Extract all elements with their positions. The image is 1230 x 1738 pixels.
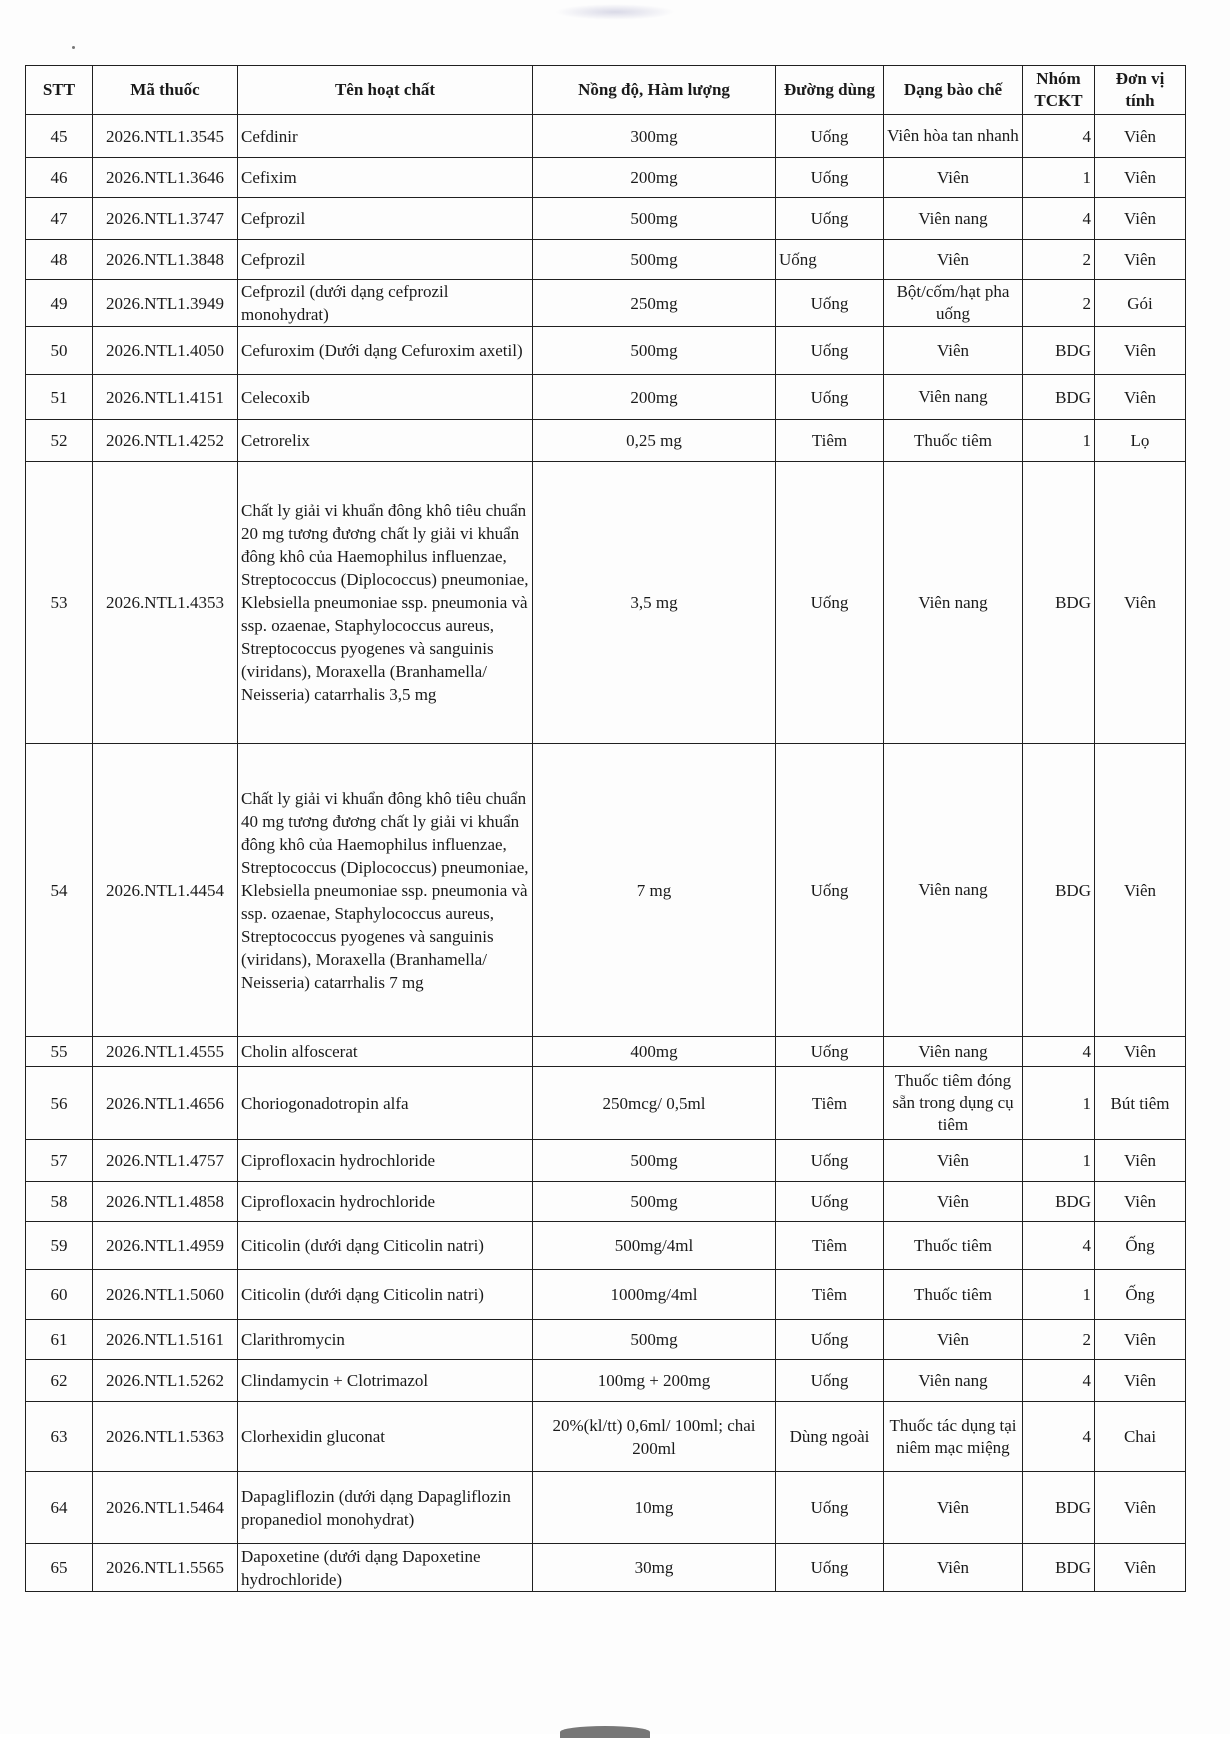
cell-stt: 64 <box>26 1472 93 1544</box>
cell-group: 4 <box>1023 115 1095 158</box>
cell-concentration: 500mg <box>533 1182 776 1222</box>
cell-group: BDG <box>1023 1544 1095 1592</box>
cell-concentration: 500mg <box>533 327 776 375</box>
cell-dosage-form: Thuốc tiêm <box>884 420 1023 462</box>
cell-code: 2026.NTL1.5363 <box>93 1402 238 1472</box>
cell-code: 2026.NTL1.4959 <box>93 1222 238 1270</box>
cell-code: 2026.NTL1.4454 <box>93 744 238 1037</box>
cell-unit: Viên <box>1095 462 1186 744</box>
cell-dosage-form: Viên <box>884 1472 1023 1544</box>
cell-concentration: 300mg <box>533 115 776 158</box>
scan-artifact-bottom <box>560 1726 650 1738</box>
cell-concentration: 500mg <box>533 1140 776 1182</box>
table-row <box>26 375 1186 420</box>
table-row <box>26 1037 1186 1067</box>
cell-unit: Viên <box>1095 1140 1186 1182</box>
cell-concentration: 20%(kl/tt) 0,6ml/ 100ml; chai 200ml <box>533 1402 776 1472</box>
table-row <box>26 1067 1186 1140</box>
cell-dosage-form: Thuốc tác dụng tại niêm mạc miệng <box>884 1402 1023 1472</box>
cell-stt: 54 <box>26 744 93 1037</box>
cell-concentration: 10mg <box>533 1472 776 1544</box>
cell-code: 2026.NTL1.3545 <box>93 115 238 158</box>
cell-stt: 55 <box>26 1037 93 1067</box>
drug-list-table <box>25 65 1186 1592</box>
cell-route: Uống <box>776 198 884 240</box>
table-row <box>26 1544 1186 1592</box>
cell-unit: Viên <box>1095 1544 1186 1592</box>
table-row <box>26 1402 1186 1472</box>
cell-active-ingredient: Choriogonadotropin alfa <box>238 1067 533 1140</box>
cell-dosage-form: Thuốc tiêm <box>884 1222 1023 1270</box>
cell-active-ingredient: Dapoxetine (dưới dạng Dapoxetine hydrochloride) <box>238 1544 533 1592</box>
cell-unit: Chai <box>1095 1402 1186 1472</box>
cell-code: 2026.NTL1.5262 <box>93 1360 238 1402</box>
table-row <box>26 280 1186 327</box>
table-row <box>26 1472 1186 1544</box>
cell-group: 4 <box>1023 1402 1095 1472</box>
cell-concentration: 1000mg/4ml <box>533 1270 776 1320</box>
cell-route: Tiêm <box>776 1270 884 1320</box>
table-row <box>26 744 1186 1037</box>
cell-route: Uống <box>776 240 884 280</box>
cell-route: Uống <box>776 158 884 198</box>
cell-dosage-form: Viên <box>884 1544 1023 1592</box>
table-row <box>26 158 1186 198</box>
cell-group: 4 <box>1023 1037 1095 1067</box>
header-unit: Đơn vị tính <box>1095 66 1186 115</box>
cell-group: 1 <box>1023 1270 1095 1320</box>
cell-concentration: 250mg <box>533 280 776 327</box>
cell-dosage-form: Viên <box>884 240 1023 280</box>
cell-route: Uống <box>776 327 884 375</box>
cell-active-ingredient: Cetrorelix <box>238 420 533 462</box>
cell-dosage-form: Viên nang <box>884 1037 1023 1067</box>
cell-dosage-form: Viên nang <box>884 462 1023 744</box>
cell-concentration: 3,5 mg <box>533 462 776 744</box>
cell-code: 2026.NTL1.4050 <box>93 327 238 375</box>
table-row <box>26 198 1186 240</box>
cell-active-ingredient: Cefprozil (dưới dạng cefprozil monohydrat) <box>238 280 533 327</box>
cell-unit: Gói <box>1095 280 1186 327</box>
cell-group: BDG <box>1023 462 1095 744</box>
cell-active-ingredient: Ciprofloxacin hydrochloride <box>238 1182 533 1222</box>
table-row <box>26 1360 1186 1402</box>
cell-route: Uống <box>776 280 884 327</box>
cell-group: 4 <box>1023 1222 1095 1270</box>
cell-route: Uống <box>776 115 884 158</box>
cell-route: Uống <box>776 1360 884 1402</box>
table-row <box>26 1320 1186 1360</box>
cell-group: BDG <box>1023 1182 1095 1222</box>
cell-unit: Lọ <box>1095 420 1186 462</box>
cell-code: 2026.NTL1.4656 <box>93 1067 238 1140</box>
cell-stt: 57 <box>26 1140 93 1182</box>
cell-code: 2026.NTL1.5060 <box>93 1270 238 1320</box>
cell-stt: 50 <box>26 327 93 375</box>
cell-unit: Bút tiêm <box>1095 1067 1186 1140</box>
cell-dosage-form: Viên nang <box>884 198 1023 240</box>
table-row <box>26 462 1186 744</box>
cell-unit: Viên <box>1095 1037 1186 1067</box>
cell-code: 2026.NTL1.4151 <box>93 375 238 420</box>
cell-unit: Viên <box>1095 744 1186 1037</box>
cell-active-ingredient: Clarithromycin <box>238 1320 533 1360</box>
cell-active-ingredient: Cholin alfoscerat <box>238 1037 533 1067</box>
header-dosage-form: Dạng bào chế <box>884 66 1023 115</box>
cell-stt: 56 <box>26 1067 93 1140</box>
cell-route: Dùng ngoài <box>776 1402 884 1472</box>
cell-stt: 63 <box>26 1402 93 1472</box>
cell-unit: Viên <box>1095 158 1186 198</box>
cell-group: 1 <box>1023 1067 1095 1140</box>
cell-concentration: 200mg <box>533 158 776 198</box>
cell-route: Uống <box>776 1140 884 1182</box>
cell-route: Uống <box>776 1037 884 1067</box>
cell-stt: 46 <box>26 158 93 198</box>
cell-code: 2026.NTL1.4252 <box>93 420 238 462</box>
cell-stt: 61 <box>26 1320 93 1360</box>
cell-code: 2026.NTL1.4858 <box>93 1182 238 1222</box>
cell-dosage-form: Viên <box>884 158 1023 198</box>
cell-active-ingredient: Clindamycin + Clotrimazol <box>238 1360 533 1402</box>
cell-route: Uống <box>776 1472 884 1544</box>
cell-stt: 45 <box>26 115 93 158</box>
cell-active-ingredient: Clorhexidin gluconat <box>238 1402 533 1472</box>
cell-dosage-form: Viên <box>884 1140 1023 1182</box>
cell-concentration: 7 mg <box>533 744 776 1037</box>
cell-active-ingredient: Cefprozil <box>238 240 533 280</box>
cell-active-ingredient: Celecoxib <box>238 375 533 420</box>
cell-code: 2026.NTL1.3646 <box>93 158 238 198</box>
cell-code: 2026.NTL1.3848 <box>93 240 238 280</box>
cell-active-ingredient: Ciprofloxacin hydrochloride <box>238 1140 533 1182</box>
cell-active-ingredient: Dapagliflozin (dưới dạng Dapagliflozin propanediol monohydrat) <box>238 1472 533 1544</box>
header-group: Nhóm TCKT <box>1023 66 1095 115</box>
table-row <box>26 1140 1186 1182</box>
scan-speck <box>72 46 75 49</box>
header-route: Đường dùng <box>776 66 884 115</box>
cell-active-ingredient: Chất ly giải vi khuẩn đông khô tiêu chuẩn 20 mg tương đương chất ly giải vi khuẩn đông khô của Haemophilus influenzae, Streptococcus (Diplococcus) pneumoniae, Klebsiella pneumoniae ssp. pneumonia và ssp. ozaenae, Staphylococcus aureus, Streptococcus pyogenes và sanguinis (viridans), Moraxella (Branhamella/ Neisseria) catarrhalis 3,5 mg <box>238 462 533 744</box>
cell-code: 2026.NTL1.5565 <box>93 1544 238 1592</box>
cell-code: 2026.NTL1.4757 <box>93 1140 238 1182</box>
cell-unit: Viên <box>1095 1360 1186 1402</box>
cell-route: Uống <box>776 375 884 420</box>
cell-active-ingredient: Cefixim <box>238 158 533 198</box>
cell-active-ingredient: Cefdinir <box>238 115 533 158</box>
cell-stt: 58 <box>26 1182 93 1222</box>
cell-active-ingredient: Cefuroxim (Dưới dạng Cefuroxim axetil) <box>238 327 533 375</box>
cell-unit: Viên <box>1095 115 1186 158</box>
cell-concentration: 0,25 mg <box>533 420 776 462</box>
cell-code: 2026.NTL1.5464 <box>93 1472 238 1544</box>
cell-group: 1 <box>1023 158 1095 198</box>
cell-active-ingredient: Cefprozil <box>238 198 533 240</box>
table-header-row <box>26 66 1186 115</box>
table-row <box>26 240 1186 280</box>
table-row <box>26 420 1186 462</box>
cell-group: BDG <box>1023 327 1095 375</box>
cell-unit: Ống <box>1095 1222 1186 1270</box>
cell-group: BDG <box>1023 1472 1095 1544</box>
header-concentration: Nồng độ, Hàm lượng <box>533 66 776 115</box>
cell-concentration: 200mg <box>533 375 776 420</box>
cell-concentration: 250mcg/ 0,5ml <box>533 1067 776 1140</box>
cell-dosage-form: Viên <box>884 1182 1023 1222</box>
cell-stt: 47 <box>26 198 93 240</box>
cell-concentration: 500mg <box>533 198 776 240</box>
cell-dosage-form: Thuốc tiêm đóng sẵn trong dụng cụ tiêm <box>884 1067 1023 1140</box>
cell-unit: Viên <box>1095 198 1186 240</box>
cell-route: Uống <box>776 1182 884 1222</box>
cell-dosage-form: Viên <box>884 1320 1023 1360</box>
cell-stt: 65 <box>26 1544 93 1592</box>
cell-route: Tiêm <box>776 420 884 462</box>
cell-dosage-form: Viên nang <box>884 744 1023 1037</box>
header-stt: STT <box>26 66 93 115</box>
table-row <box>26 327 1186 375</box>
cell-concentration: 500mg <box>533 1320 776 1360</box>
cell-dosage-form: Viên hòa tan nhanh <box>884 115 1023 158</box>
cell-concentration: 500mg <box>533 240 776 280</box>
table-row <box>26 1270 1186 1320</box>
cell-route: Uống <box>776 1320 884 1360</box>
cell-code: 2026.NTL1.3747 <box>93 198 238 240</box>
cell-group: 1 <box>1023 420 1095 462</box>
cell-concentration: 30mg <box>533 1544 776 1592</box>
cell-stt: 53 <box>26 462 93 744</box>
cell-stt: 62 <box>26 1360 93 1402</box>
cell-group: 4 <box>1023 1360 1095 1402</box>
cell-route: Uống <box>776 462 884 744</box>
cell-dosage-form: Bột/cốm/hạt pha uống <box>884 280 1023 327</box>
header-code: Mã thuốc <box>93 66 238 115</box>
table-row <box>26 1182 1186 1222</box>
cell-stt: 51 <box>26 375 93 420</box>
cell-concentration: 100mg + 200mg <box>533 1360 776 1402</box>
cell-code: 2026.NTL1.4555 <box>93 1037 238 1067</box>
cell-group: 1 <box>1023 1140 1095 1182</box>
cell-unit: Viên <box>1095 327 1186 375</box>
cell-stt: 59 <box>26 1222 93 1270</box>
cell-unit: Ống <box>1095 1270 1186 1320</box>
cell-stt: 48 <box>26 240 93 280</box>
table-row <box>26 115 1186 158</box>
cell-dosage-form: Viên <box>884 327 1023 375</box>
cell-active-ingredient: Chất ly giải vi khuẩn đông khô tiêu chuẩn 40 mg tương đương chất ly giải vi khuẩn đông khô của Haemophilus influenzae, Streptococcus (Diplococcus) pneumoniae, Klebsiella pneumoniae ssp. pneumonia và ssp. ozaenae, Staphylococcus aureus, Streptococcus pyogenes và sanguinis (viridans), Moraxella (Branhamella/ Neisseria) catarrhalis 7 mg <box>238 744 533 1037</box>
cell-active-ingredient: Citicolin (dưới dạng Citicolin natri) <box>238 1270 533 1320</box>
cell-group: BDG <box>1023 375 1095 420</box>
cell-code: 2026.NTL1.3949 <box>93 280 238 327</box>
table-row <box>26 1222 1186 1270</box>
cell-unit: Viên <box>1095 1320 1186 1360</box>
header-active-ingredient: Tên hoạt chất <box>238 66 533 115</box>
cell-unit: Viên <box>1095 1472 1186 1544</box>
cell-code: 2026.NTL1.4353 <box>93 462 238 744</box>
cell-dosage-form: Thuốc tiêm <box>884 1270 1023 1320</box>
cell-stt: 49 <box>26 280 93 327</box>
cell-dosage-form: Viên nang <box>884 375 1023 420</box>
cell-concentration: 500mg/4ml <box>533 1222 776 1270</box>
scan-artifact <box>555 4 675 20</box>
cell-route: Uống <box>776 1544 884 1592</box>
cell-active-ingredient: Citicolin (dưới dạng Citicolin natri) <box>238 1222 533 1270</box>
cell-group: 2 <box>1023 280 1095 327</box>
cell-route: Uống <box>776 744 884 1037</box>
cell-group: BDG <box>1023 744 1095 1037</box>
cell-dosage-form: Viên nang <box>884 1360 1023 1402</box>
cell-group: 2 <box>1023 240 1095 280</box>
cell-group: 4 <box>1023 198 1095 240</box>
cell-unit: Viên <box>1095 375 1186 420</box>
cell-code: 2026.NTL1.5161 <box>93 1320 238 1360</box>
cell-group: 2 <box>1023 1320 1095 1360</box>
cell-stt: 52 <box>26 420 93 462</box>
cell-concentration: 400mg <box>533 1037 776 1067</box>
cell-unit: Viên <box>1095 240 1186 280</box>
cell-stt: 60 <box>26 1270 93 1320</box>
cell-route: Tiêm <box>776 1067 884 1140</box>
cell-route: Tiêm <box>776 1222 884 1270</box>
cell-unit: Viên <box>1095 1182 1186 1222</box>
